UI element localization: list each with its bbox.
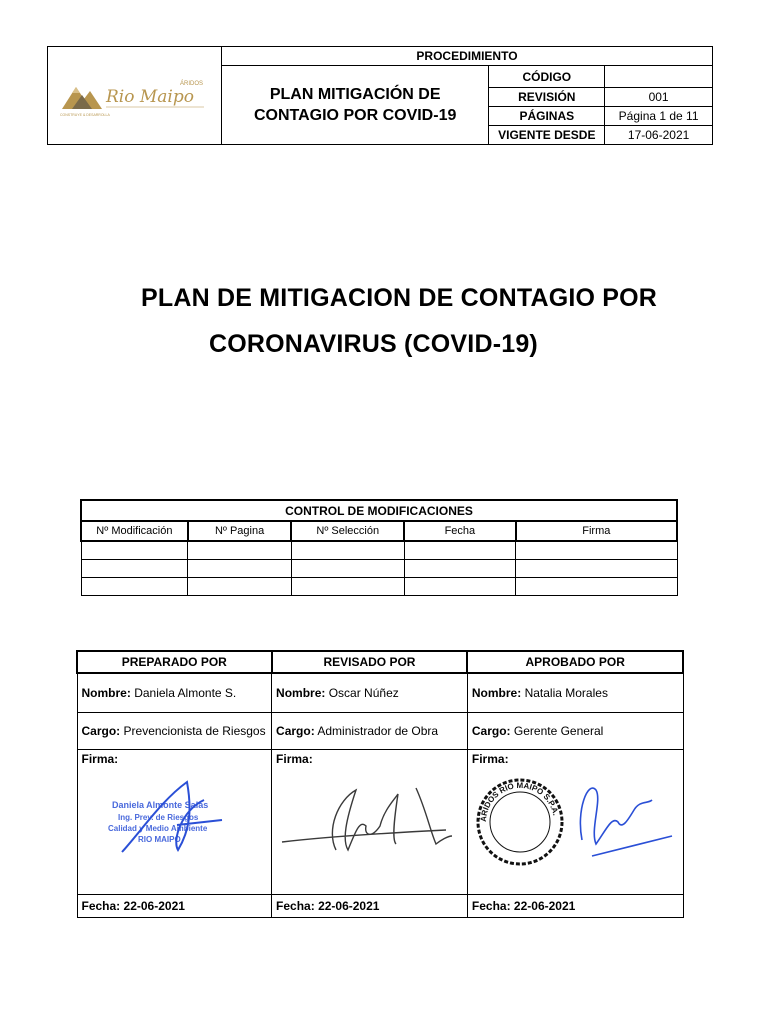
preparer-firma-cell: Firma: Daniela Almonte Salas Ing. Prev. de Riesgos Calidad y Medio Ambiente RIO MAIPO	[77, 750, 272, 895]
procedimiento-label: PROCEDIMIENTO	[221, 47, 712, 66]
approver-cargo: Gerente General	[513, 724, 604, 738]
preparer-signature	[82, 770, 262, 870]
paginas-label: PÁGINAS	[489, 107, 605, 126]
revisado-por-header: REVISADO POR	[272, 651, 468, 673]
table-cell	[81, 578, 188, 596]
vigente-desde-label: VIGENTE DESDE	[489, 126, 605, 145]
reviewer-name: Oscar Núñez	[328, 686, 399, 700]
control-modificaciones-table	[80, 499, 678, 596]
column-header: Nº Pagina	[188, 521, 292, 541]
procedure-title: PLAN MITIGACIÓN DE CONTAGIO POR COVID-19	[221, 66, 488, 145]
reviewer-name-cell: Nombre: Oscar Núñez	[272, 673, 468, 713]
table-cell	[291, 578, 404, 596]
reviewer-signature	[276, 770, 466, 870]
preparer-cargo-cell: Cargo: Prevencionista de Riesgos	[77, 713, 272, 750]
control-title: CONTROL DE MODIFICACIONES	[81, 500, 677, 521]
table-cell	[291, 541, 404, 560]
approval-table	[76, 650, 684, 918]
vigente-desde-value: 17-06-2021	[605, 126, 713, 145]
seal-text: ÁRIDOS RIO MAIPO S.P.A.	[478, 780, 561, 823]
table-row	[81, 560, 677, 578]
table-cell	[404, 578, 516, 596]
aprobado-por-header: APROBADO POR	[467, 651, 683, 673]
approver-fecha-cell: Fecha: 22-06-2021	[467, 895, 683, 918]
stamp-line: Daniela Almonte Salas	[111, 800, 208, 810]
table-cell	[188, 541, 292, 560]
preparer-cargo: Prevencionista de Riesgos	[123, 724, 266, 738]
approver-name: Natalia Morales	[524, 686, 608, 700]
column-header: Firma	[516, 521, 677, 541]
approver-signature	[472, 770, 680, 870]
column-header: Nº Modificación	[81, 521, 188, 541]
reviewer-cargo-cell: Cargo: Administrador de Obra	[272, 713, 468, 750]
table-cell	[188, 578, 292, 596]
column-header: Nº Selección	[291, 521, 404, 541]
approver-cargo-cell: Cargo: Gerente General	[467, 713, 683, 750]
table-row	[81, 578, 677, 596]
document-header	[47, 46, 713, 145]
table-cell	[81, 541, 188, 560]
table-cell	[516, 560, 677, 578]
stamp-line: Ing. Prev. de Riesgos	[117, 813, 198, 822]
preparer-name: Daniela Almonte S.	[134, 686, 237, 700]
table-cell	[404, 541, 516, 560]
revision-label: REVISIÓN	[489, 88, 605, 107]
logo-tagline: CONSTRUYE & DESARROLLA	[60, 113, 111, 117]
table-row	[81, 541, 677, 560]
table-cell	[516, 541, 677, 560]
approver-fecha: 22-06-2021	[513, 899, 576, 913]
logo-cell	[48, 47, 222, 145]
preparado-por-header: PREPARADO POR	[77, 651, 272, 673]
reviewer-firma-cell: Firma:	[272, 750, 468, 895]
stamp-line: Calidad y Medio Ambiente	[107, 824, 207, 833]
stamp-line: RIO MAIPO	[137, 835, 181, 844]
preparer-name-cell: Nombre: Daniela Almonte S.	[77, 673, 272, 713]
paginas-value: Página 1 de 11	[605, 107, 713, 126]
reviewer-fecha-cell: Fecha: 22-06-2021	[272, 895, 468, 918]
preparer-fecha-cell: Fecha: 22-06-2021	[77, 895, 272, 918]
table-cell	[81, 560, 188, 578]
logo-sub-text: ÁRIDOS	[180, 81, 204, 87]
main-title-line2: CORONAVIRUS (COVID-19)	[209, 330, 538, 358]
codigo-label: CÓDIGO	[489, 66, 605, 88]
table-cell	[404, 560, 516, 578]
revision-value: 001	[605, 88, 713, 107]
reviewer-cargo: Administrador de Obra	[317, 724, 439, 738]
reviewer-fecha: 22-06-2021	[318, 899, 380, 913]
rio-maipo-logo	[54, 69, 214, 119]
approver-firma-cell: Firma: ÁRIDOS RIO MAIPO S.P.A.	[467, 750, 683, 895]
preparer-fecha: 22-06-2021	[123, 899, 185, 913]
table-cell	[516, 578, 677, 596]
main-title-line1: PLAN DE MITIGACION DE CONTAGIO POR	[141, 284, 658, 312]
approver-name-cell: Nombre: Natalia Morales	[467, 673, 683, 713]
column-header: Fecha	[404, 521, 516, 541]
table-cell	[188, 560, 292, 578]
logo-brand-text: Rio Maipo	[106, 87, 195, 107]
codigo-value	[605, 66, 713, 88]
table-cell	[291, 560, 404, 578]
